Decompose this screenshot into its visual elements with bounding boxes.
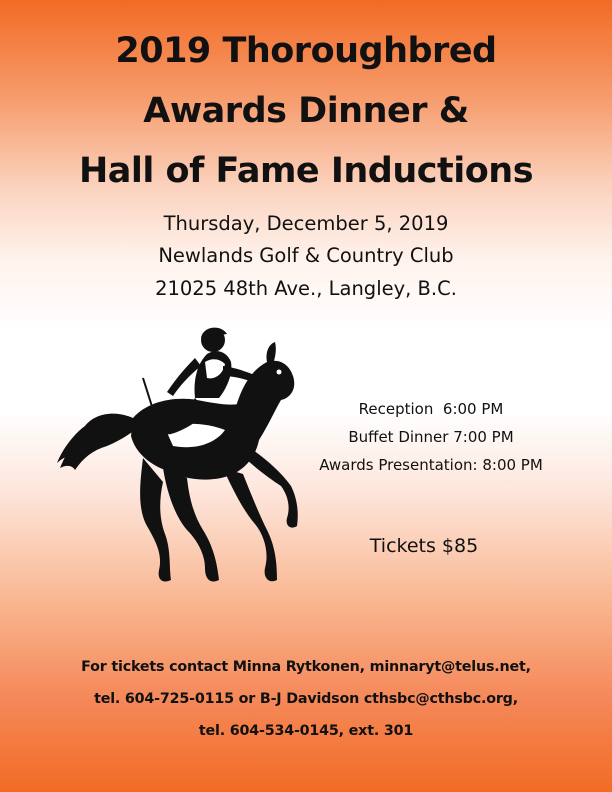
- schedule-reception: Reception 6:00 PM: [358, 400, 504, 418]
- event-address: 21025 48th Ave., Langley, B.C.: [155, 277, 457, 300]
- schedule-awards: Awards Presentation: 8:00 PM: [319, 456, 543, 474]
- racehorse-jockey-icon: [55, 318, 300, 603]
- contact-line-1: For tickets contact Minna Rytkonen, minnaryt@telus.net,: [81, 659, 531, 675]
- title-line-1: 2019 Thoroughbred: [115, 31, 497, 71]
- schedule-dinner: Buffet Dinner 7:00 PM: [348, 428, 514, 446]
- event-date: Thursday, December 5, 2019: [163, 212, 449, 235]
- ticket-price: Tickets $85: [369, 535, 479, 557]
- contact-line-2: tel. 604-725-0115 or B-J Davidson cthsbc@cthsbc.org,: [94, 691, 518, 707]
- contact-line-3: tel. 604-534-0145, ext. 301: [198, 723, 414, 739]
- event-venue: Newlands Golf & Country Club: [158, 244, 454, 267]
- title-line-3: Hall of Fame Inductions: [78, 151, 534, 191]
- title-line-2: Awards Dinner &: [143, 91, 469, 131]
